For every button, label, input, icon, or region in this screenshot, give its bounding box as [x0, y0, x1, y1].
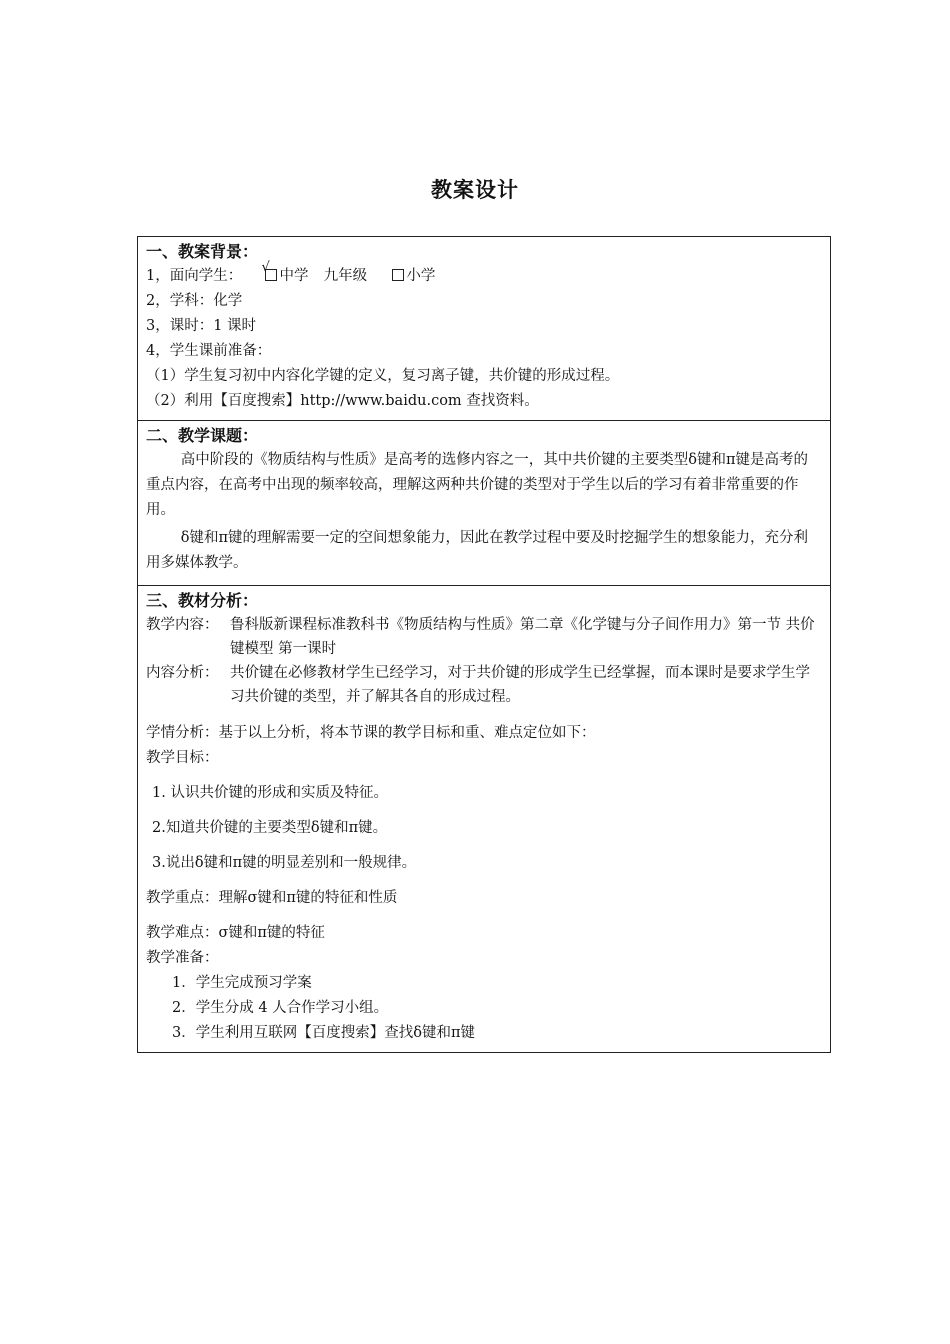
teaching-difficulty: 教学难点：σ键和π键的特征 — [146, 925, 325, 941]
content-analysis-row — [146, 661, 822, 709]
teaching-preparation-item-3: 3．学生利用互联网【百度搜索】查找δ键和π键 — [172, 1025, 475, 1041]
lesson-plan-table — [137, 236, 831, 1053]
teaching-goals-label: 教学目标： — [146, 750, 219, 766]
teaching-goal-2: 2.知道共价键的主要类型δ键和π键。 — [152, 820, 388, 836]
section-topic — [138, 421, 830, 586]
checkbox-primary-school[interactable] — [392, 269, 404, 281]
hours-line: 3，课时：1 课时 — [146, 318, 257, 334]
teaching-goal-3: 3.说出δ键和π键的明显差别和一般规律。 — [152, 855, 417, 871]
teaching-goal-1: 1. 认识共价键的形成和实质及特征。 — [152, 785, 388, 801]
checkbox-middle-school[interactable] — [261, 260, 277, 281]
section-heading: 二、教学课题： — [146, 426, 259, 445]
teaching-preparation-item-1: 1．学生完成预习学案 — [172, 975, 312, 991]
teaching-content-text: 鲁科版新课程标准教科书《物质结构与性质》第二章《化学键与分子间作用力》第一节 共价键模型 第一课时 — [230, 617, 815, 657]
preparation-line: 4，学生课前准备： — [146, 343, 272, 359]
preparation-item-2: （2）利用【百度搜索】http://www.baidu.com 查找资料。 — [146, 393, 539, 409]
target-students-label: 1，面向学生： — [146, 268, 243, 284]
teaching-key-point: 教学重点：理解σ键和π键的特征和性质 — [146, 890, 398, 906]
option-middle-school: 中学 — [279, 268, 309, 284]
section-heading: 一、教案背景： — [146, 242, 259, 261]
content-analysis-text: 共价键在必修教材学生已经学习，对于共价键的形成学生已经掌握，而本课时是要求学生学习共价键的类型，并了解其各自的形成过程。 — [230, 665, 810, 705]
teaching-content-row — [146, 613, 822, 661]
topic-paragraph-2: δ键和π键的理解需要一定的空间想象能力，因此在教学过程中要及时挖掘学生的想象能力，充分利用多媒体教学。 — [146, 530, 809, 571]
preparation-item-1: （1）学生复习初中内容化学键的定义，复习离子键，共价键的形成过程。 — [146, 368, 620, 384]
subject-line: 2，学科：化学 — [146, 293, 243, 309]
checkmark-icon: √ — [261, 260, 270, 275]
target-students-line — [146, 260, 822, 289]
topic-paragraph-1: 高中阶段的《物质结构与性质》是高考的选修内容之一，其中共价键的主要类型δ键和π键是高考的重点内容，在高考中出现的频率较高，理解这两种共价键的类型对于学生以后的学习有着非常重要的作用。 — [146, 452, 809, 518]
section-material-analysis — [138, 586, 830, 1052]
learner-analysis: 学情分析：基于以上分析，将本节课的教学目标和重、难点定位如下： — [146, 725, 596, 741]
grade-text: 九年级 — [323, 268, 368, 284]
teaching-content-label: 教学内容： — [146, 617, 219, 633]
teaching-preparation-label: 教学准备： — [146, 950, 219, 966]
option-primary-school: 小学 — [406, 268, 436, 284]
section-background — [138, 237, 830, 421]
section-heading: 三、教材分析： — [146, 591, 259, 610]
teaching-preparation-item-2: 2．学生分成 4 人合作学习小组。 — [172, 1000, 389, 1016]
page-title: 教案设计 — [431, 178, 519, 202]
content-analysis-label: 内容分析： — [146, 665, 219, 681]
